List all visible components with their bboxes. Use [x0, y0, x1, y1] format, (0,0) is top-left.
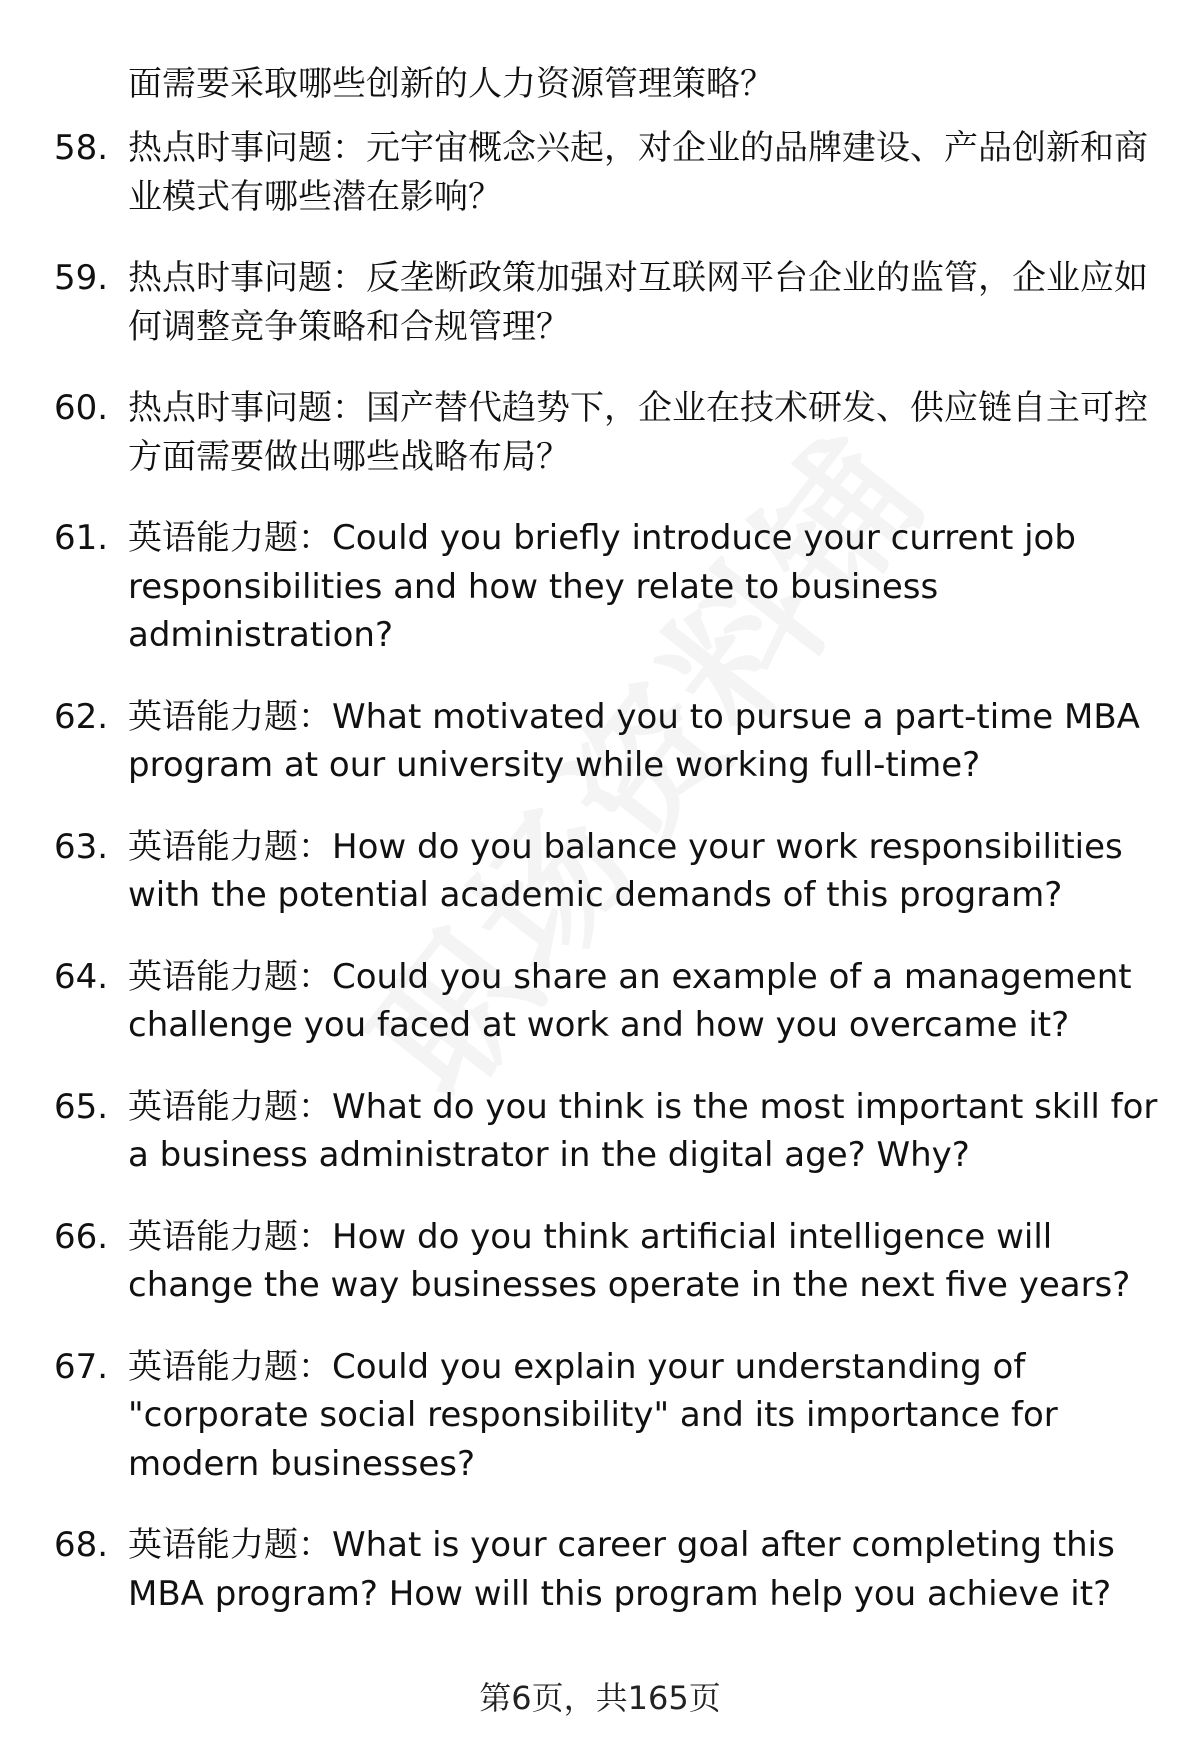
- question-item: [0, 1521, 1200, 1618]
- question-number: 63.: [54, 826, 109, 867]
- question-text: 英语能力题：What is your career goal after completing this MBA program? How will this program help you achieve it?: [128, 1525, 1115, 1614]
- question-number: 61.: [54, 518, 109, 558]
- question-number: 58.: [54, 128, 109, 168]
- page-footer: 第6页，共165页: [479, 1679, 721, 1717]
- question-number: 67.: [54, 1346, 109, 1387]
- question-list: [0, 124, 1200, 1651]
- question-number: 60.: [54, 388, 109, 428]
- question-item: [0, 1213, 1200, 1310]
- question-text: 英语能力题：What motivated you to pursue a part-time MBA program at our university while working full-time?: [128, 696, 1140, 785]
- question-text: 热点时事问题：反垄断政策加强对互联网平台企业的监管，企业应如何调整竞争策略和合规管理？: [128, 258, 1148, 347]
- question-number: 65.: [54, 1086, 109, 1127]
- question-number: 66.: [54, 1216, 109, 1257]
- question-number: 59.: [54, 258, 109, 298]
- question-text: 英语能力题：How do you balance your work responsibilities with the potential academic demands of this program?: [128, 826, 1123, 915]
- question-text: 英语能力题：Could you explain your understanding of "corporate social responsibility" and its importance for modern businesses?: [128, 1346, 1058, 1484]
- question-item: [0, 1343, 1200, 1489]
- question-item: [0, 953, 1200, 1050]
- question-number: 62.: [54, 696, 109, 737]
- question-item: [0, 693, 1200, 790]
- question-text: 热点时事问题：元宇宙概念兴起，对企业的品牌建设、产品创新和商业模式有哪些潜在影响？: [128, 128, 1148, 217]
- question-item: [0, 254, 1200, 351]
- question-text: 英语能力题：How do you think artificial intelligence will change the way businesses operate in the next five years?: [128, 1216, 1131, 1305]
- question-text: 热点时事问题：国产替代趋势下，企业在技术研发、供应链自主可控方面需要做出哪些战略布局？: [128, 388, 1148, 477]
- question-text: 英语能力题：What do you think is the most important skill for a business administrator in the digital age? Why?: [128, 1086, 1158, 1175]
- question-item: [0, 384, 1200, 481]
- question-text: 英语能力题：Could you briefly introduce your current job responsibilities and how they relate to business administration?: [128, 518, 1076, 655]
- question-item: [0, 124, 1200, 221]
- question-number: 64.: [54, 956, 109, 997]
- question-item: [0, 514, 1200, 660]
- question-item: [0, 823, 1200, 920]
- question-item: [0, 1083, 1200, 1180]
- question-text: 英语能力题：Could you share an example of a management challenge you faced at work and how you overcame it?: [128, 956, 1132, 1045]
- continuation-text: 面需要采取哪些创新的人力资源管理策略？: [128, 64, 774, 104]
- question-number: 68.: [54, 1525, 109, 1565]
